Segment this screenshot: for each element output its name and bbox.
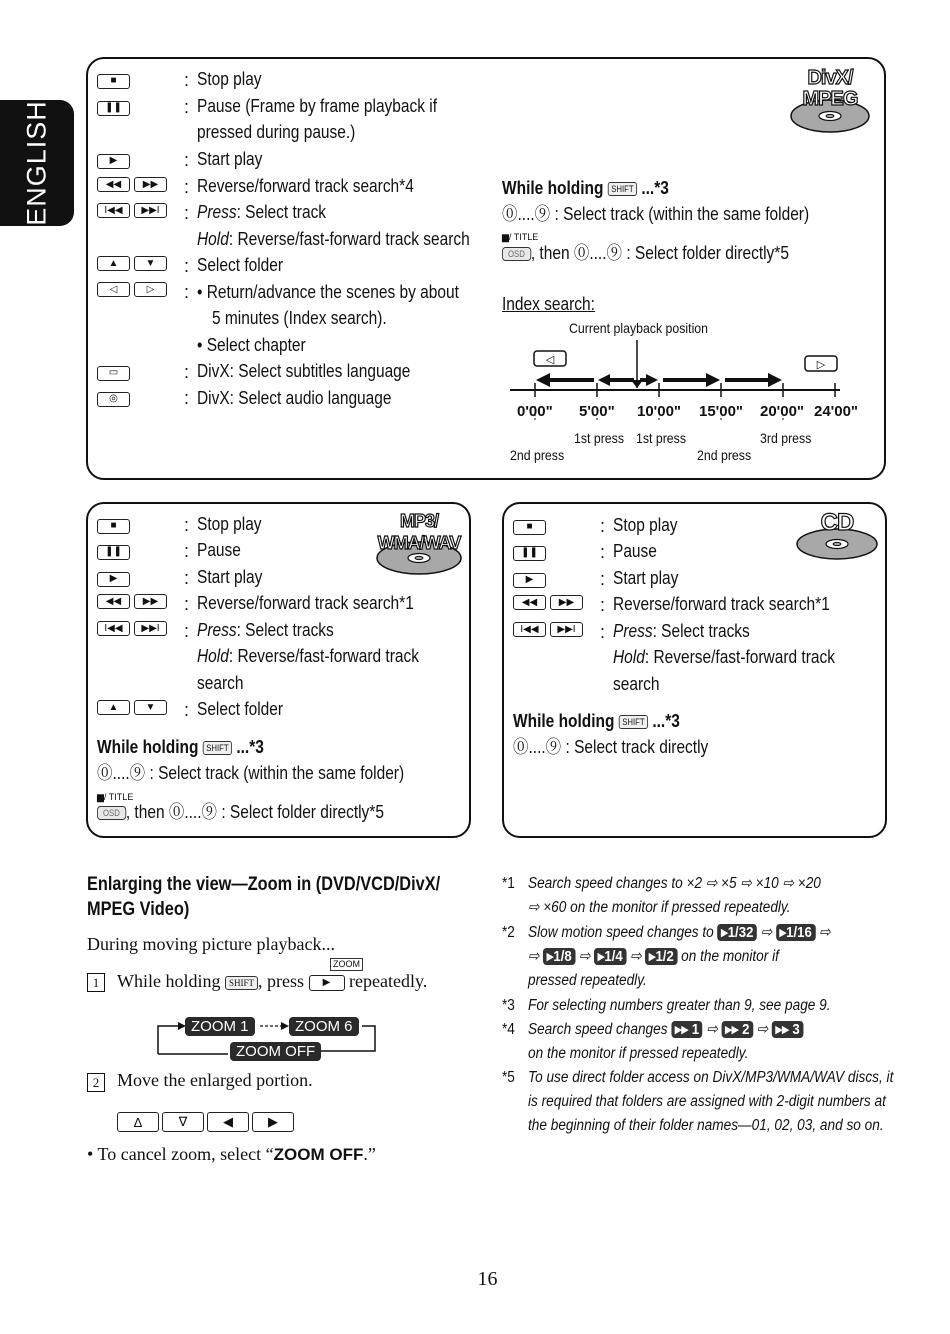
skip-keys[interactable]: I◀◀ ▶▶I	[513, 622, 583, 637]
down-key[interactable]: ∇	[162, 1112, 204, 1132]
tick-label: 0'00"	[517, 403, 553, 420]
stop-key[interactable]: ■	[513, 516, 546, 535]
mp3-desc: Stop play	[197, 514, 262, 534]
language-tab-label: ENGLISH	[21, 100, 52, 226]
cd-while-holding: While holding SHIFT ...*3	[513, 711, 680, 731]
footnote-mark: *3	[502, 997, 515, 1014]
right-key[interactable]: ▶	[252, 1112, 294, 1132]
divx-desc: • Return/advance the scenes by about	[197, 282, 459, 302]
footnote-mark: *2	[502, 924, 515, 941]
footnote-4: Search speed changes ▸▸ 1 ⇨ ▸▸ 2 ⇨ ▸▸ 3	[528, 1018, 803, 1042]
step-number: 2	[87, 1073, 105, 1092]
tick-label: 24'00"	[814, 403, 859, 420]
index-keys[interactable]: ◁ ▷	[97, 282, 167, 297]
svg-text:◁: ◁	[545, 353, 555, 366]
zoom-cancel-note: • To cancel zoom, select “ZOOM OFF.”	[87, 1144, 376, 1164]
footnote-3: For selecting numbers greater than 9, see page 9.	[528, 997, 831, 1014]
stop-key[interactable]: ■	[97, 70, 130, 89]
cd-desc: Press: Select tracks	[613, 621, 750, 641]
press-label: 3rd press	[760, 430, 812, 446]
press-label: 2nd press	[510, 447, 565, 463]
mp3-desc: Pause	[197, 540, 241, 560]
pause-key[interactable]: ❚❚	[97, 541, 130, 560]
language-tab	[0, 100, 74, 226]
divx-desc: Pause (Frame by frame playback if	[197, 96, 438, 116]
footnote-1: Search speed changes to ×2 ⇨ ×5 ⇨ ×10 ⇨ ×20	[528, 875, 821, 892]
cd-desc: Start play	[613, 568, 679, 588]
pause-key[interactable]: ❚❚	[97, 97, 130, 116]
press-label: 2nd press	[697, 447, 752, 463]
subtitle-key[interactable]: ▭	[97, 362, 130, 381]
stop-key[interactable]: ■	[97, 515, 130, 534]
divx-desc: Select folder	[197, 255, 284, 275]
osd-key[interactable]: OSD	[502, 247, 531, 261]
cd-desc: search	[613, 674, 660, 694]
shift-key[interactable]: SHIFT	[203, 741, 232, 755]
footnote-mark: *4	[502, 1021, 515, 1038]
audio-key[interactable]: ◎	[97, 388, 130, 407]
zoom-play-key[interactable]: ▶	[309, 975, 345, 991]
divx-desc: 5 minutes (Index search).	[212, 308, 387, 328]
divx-disc-badge: DivX/ MPEG	[790, 68, 870, 134]
cd-desc: Hold: Reverse/fast-forward track	[613, 647, 835, 667]
search-keys[interactable]: ◀◀ ▶▶	[97, 594, 167, 609]
skip-keys[interactable]: I◀◀ ▶▶I	[97, 203, 167, 218]
footnote-mark: *1	[502, 875, 515, 892]
search-keys[interactable]: ◀◀ ▶▶	[513, 595, 583, 610]
zoom-key-label: ZOOM	[330, 958, 363, 971]
up-key[interactable]: ∆	[117, 1112, 159, 1132]
title-key-label: ▆/ TITLE	[97, 792, 134, 802]
cd-desc: Reverse/forward track search*1	[613, 594, 830, 614]
footnote-2: pressed repeatedly.	[528, 972, 647, 989]
zoomoff-pill: ZOOM OFF	[230, 1042, 321, 1061]
mp3-desc: Select folder	[197, 699, 284, 719]
divx-number-line: ⓪....⑨ : Select track (within the same folder)	[502, 204, 810, 224]
folder-keys[interactable]: ▲ ▼	[97, 256, 167, 271]
cd-desc: Pause	[613, 541, 657, 561]
skip-keys[interactable]: I◀◀ ▶▶I	[97, 621, 167, 636]
divx-desc: Hold: Reverse/fast-forward track search	[197, 229, 470, 249]
zoom-intro: During moving picture playback...	[87, 934, 335, 954]
footnote-4: on the monitor if pressed repeatedly.	[528, 1045, 749, 1062]
divx-desc: DivX: Select audio language	[197, 388, 392, 408]
footnote-2: ⇨ ▸1/8 ⇨ ▸1/4 ⇨ ▸1/2 on the monitor if	[528, 948, 779, 965]
mp3-desc: Press: Select tracks	[197, 620, 334, 640]
cd-desc: Stop play	[613, 515, 678, 535]
index-search-heading: Index search:	[502, 294, 595, 314]
title-key-label: ▆/ TITLE	[502, 232, 539, 242]
folder-keys[interactable]: ▲ ▼	[97, 700, 167, 715]
mp3-desc: search	[197, 673, 244, 693]
mp3-desc: Start play	[197, 567, 263, 587]
page-number: 16	[477, 1268, 498, 1290]
direction-keys	[117, 1112, 297, 1132]
svg-text:▷: ▷	[816, 358, 826, 371]
left-key[interactable]: ◀	[207, 1112, 249, 1132]
footnote-5: the beginning of their folder names—01, 02, 03, and so on.	[528, 1117, 884, 1134]
footnote-5: To use direct folder access on DivX/MP3/WMA/WAV discs, it	[528, 1069, 894, 1086]
divx-desc: pressed during pause.)	[197, 122, 356, 142]
play-key[interactable]: ▶	[97, 568, 130, 587]
divx-desc: Stop play	[197, 69, 262, 89]
divx-desc: • Select chapter	[197, 335, 306, 355]
mp3-disc-badge: MP3/ WMA/WAV	[375, 510, 463, 576]
tick-label: 10'00"	[637, 403, 682, 420]
mp3-number-line: ⓪....⑨ : Select track (within the same folder)	[97, 763, 405, 783]
mp3-while-holding: While holding SHIFT ...*3	[97, 737, 264, 757]
divx-desc: Press: Select track	[197, 202, 327, 222]
play-key[interactable]: ▶	[513, 569, 546, 588]
current-position-label: Current playback position	[569, 320, 709, 336]
mp3-desc: Reverse/forward track search*1	[197, 593, 414, 613]
zoom1-pill: ZOOM 1	[185, 1017, 255, 1036]
divx-desc: Reverse/forward track search*4	[197, 176, 414, 196]
tick-label: 5'00"	[579, 403, 615, 420]
zoom-heading: MPEG Video)	[87, 899, 190, 920]
shift-key[interactable]: SHIFT	[225, 976, 258, 990]
zoom-step1: While holding SHIFT , press ▶ repeatedly.	[117, 971, 428, 991]
mp3-folder-line: OSD , then ⓪....⑨ : Select folder directly*5	[97, 799, 384, 826]
osd-key[interactable]: OSD	[97, 806, 126, 820]
footnote-mark: *5	[502, 1069, 515, 1086]
shift-key[interactable]: SHIFT	[619, 715, 648, 729]
tick-label: 20'00"	[760, 403, 805, 420]
footnote-1: ⇨ ×60 on the monitor if pressed repeatedly.	[528, 899, 791, 916]
mp3-desc: Hold: Reverse/fast-forward track	[197, 646, 419, 666]
cd-badge-label: CD	[820, 509, 854, 536]
shift-key[interactable]: SHIFT	[608, 182, 637, 196]
divx-desc: DivX: Select subtitles language	[197, 361, 411, 381]
zoom-step2: Move the enlarged portion.	[117, 1070, 313, 1090]
zoom6-pill: ZOOM 6	[289, 1017, 359, 1036]
play-key[interactable]: ▶	[97, 150, 130, 169]
press-label: 1st press	[574, 430, 624, 446]
cd-disc-badge	[795, 510, 879, 562]
step-number: 1	[87, 973, 105, 992]
tick-label: 15'00"	[699, 403, 744, 420]
press-label: 1st press	[636, 430, 686, 446]
search-keys[interactable]: ◀◀ ▶▶	[97, 177, 167, 192]
divx-folder-line: OSD , then ⓪....⑨ : Select folder directly*5	[502, 240, 789, 267]
footnote-2: Slow motion speed changes to ▸1/32 ⇨ ▸1/16 ⇨	[528, 924, 831, 941]
divx-desc: Start play	[197, 149, 263, 169]
zoom-heading: Enlarging the view—Zoom in (DVD/VCD/DivX/	[87, 874, 441, 895]
pause-key[interactable]: ❚❚	[513, 542, 546, 561]
divx-while-holding: While holding SHIFT ...*3	[502, 178, 669, 198]
cd-number-line: ⓪....⑨ : Select track directly	[513, 737, 709, 757]
footnote-5: is required that folders are assigned with 2-digit numbers at	[528, 1093, 886, 1110]
